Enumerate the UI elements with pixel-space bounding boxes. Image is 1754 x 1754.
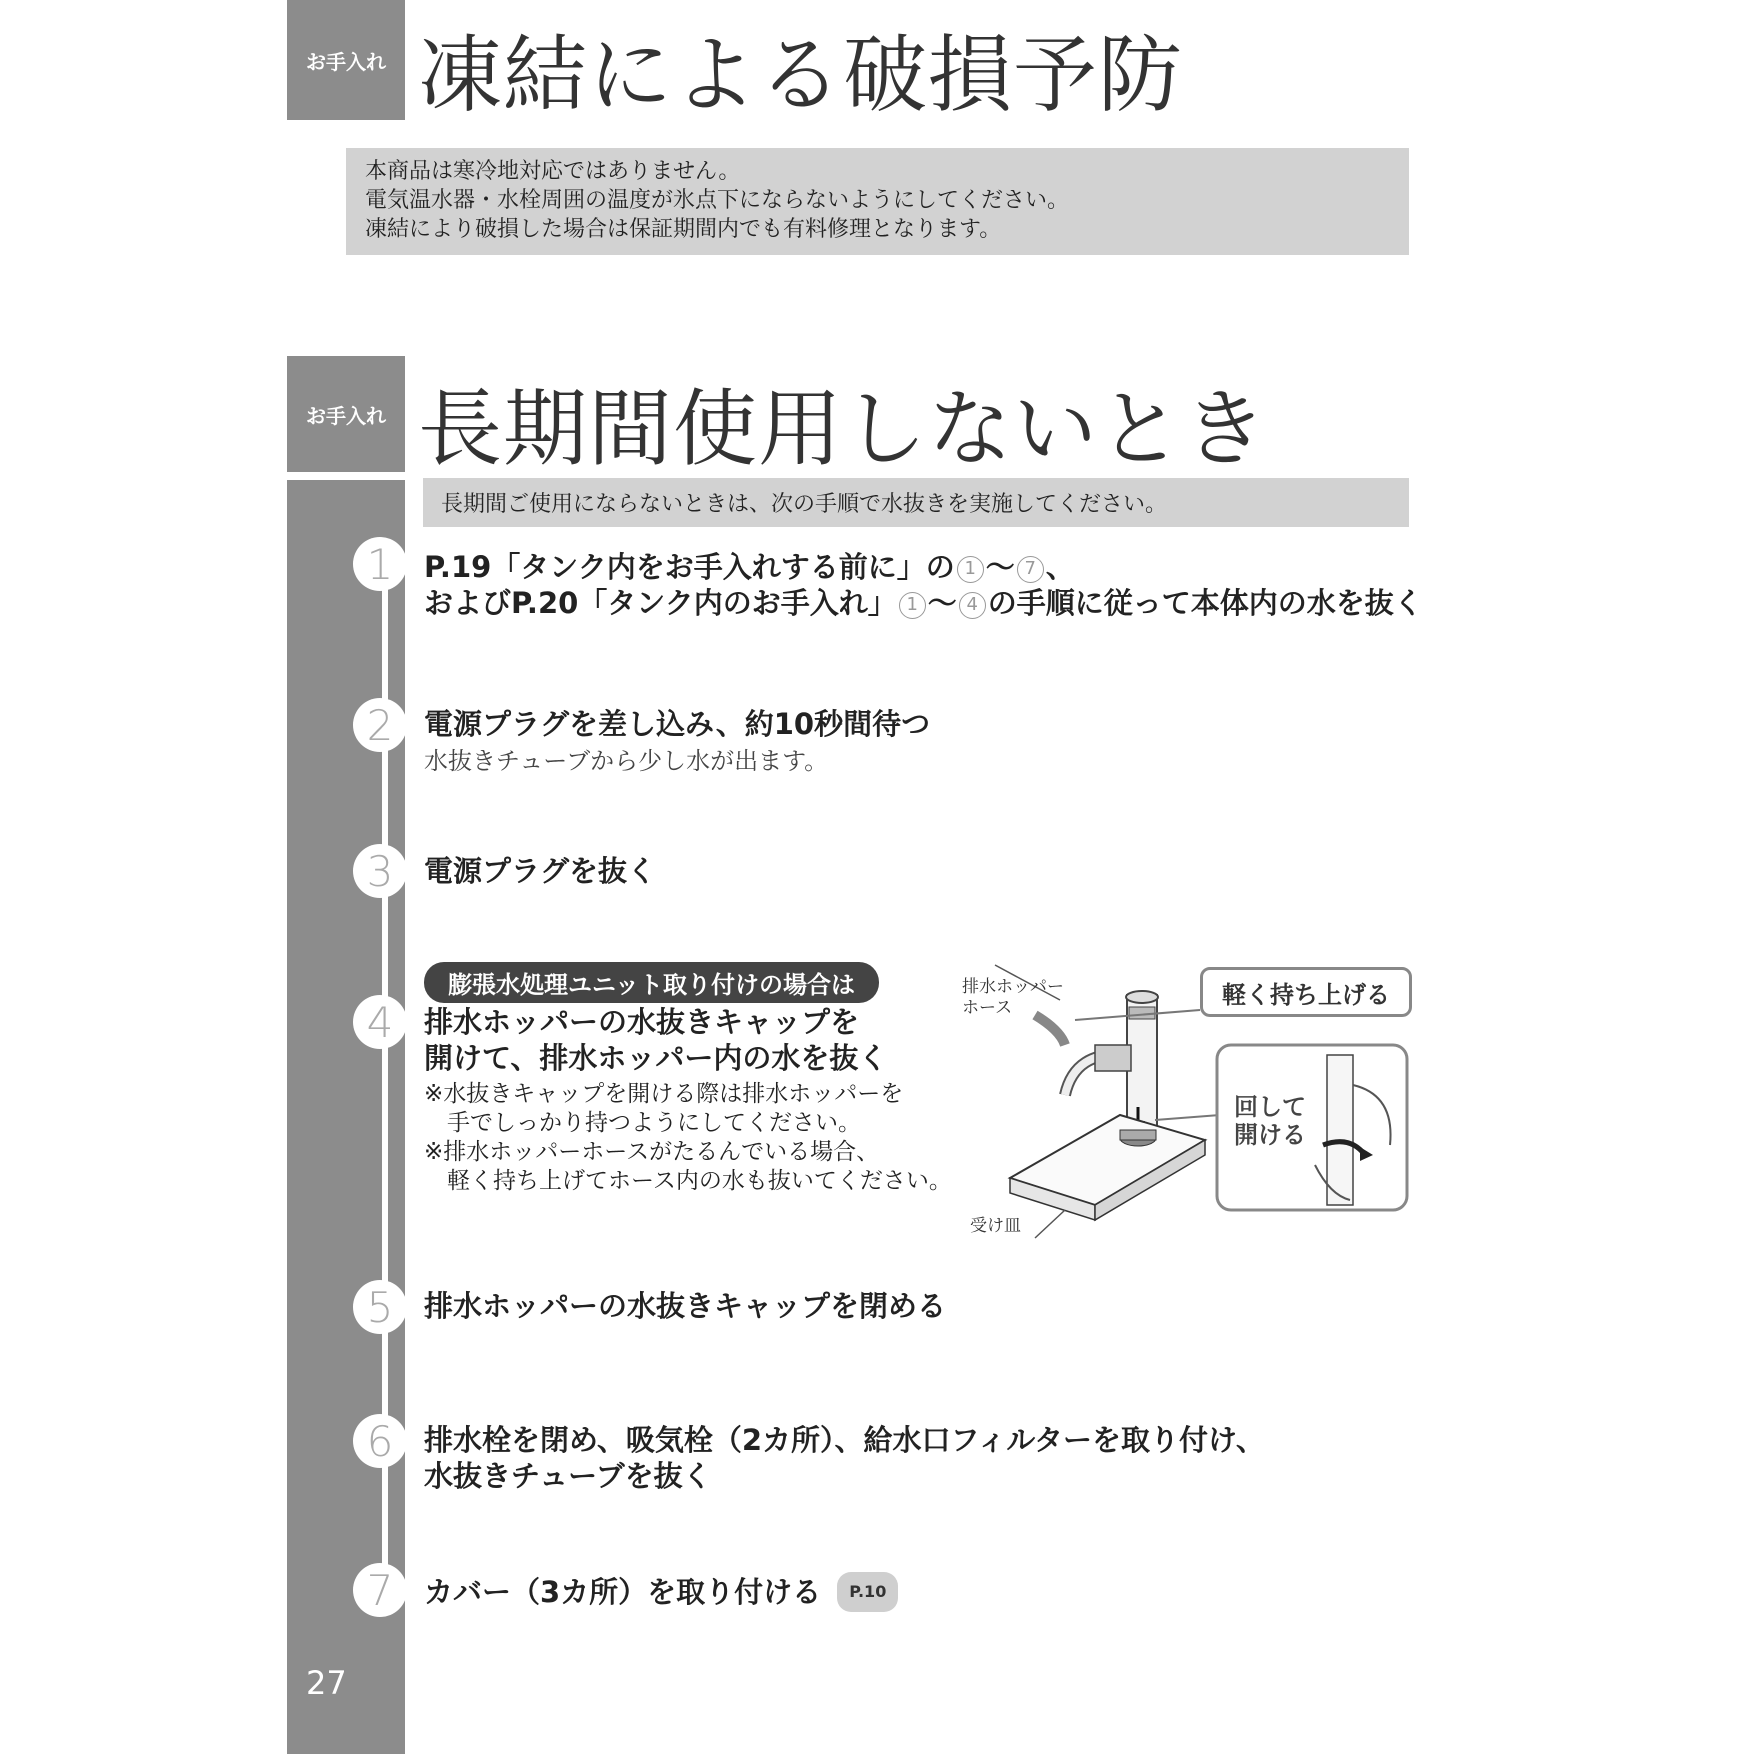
step-1-text bbox=[424, 549, 1423, 621]
hose-label-2: ホース bbox=[962, 998, 1013, 1018]
step-2-sub: 水抜きチューブから少し水が出ます。 bbox=[424, 747, 829, 775]
page-number: 27 bbox=[306, 1664, 347, 1702]
step-6-line-1: 排水栓を閉め、吸気栓（2カ所）、給水口フィルターを取り付け、 bbox=[424, 1423, 1265, 1457]
step-7-page-ref[interactable]: P.10 bbox=[837, 1572, 898, 1612]
hose-label-1: 排水ホッパー bbox=[962, 977, 1064, 997]
step-4-text bbox=[424, 1004, 887, 1076]
lift-label: 軽く持ち上げる bbox=[1222, 980, 1390, 1009]
section2-intro-box bbox=[423, 478, 1409, 527]
step-7-label: カバー（3カ所）を取り付ける bbox=[424, 1575, 822, 1609]
step-4-note-4: 軽く持ち上げてホース内の水も抜いてください。 bbox=[424, 1168, 952, 1194]
step-1-line-2 bbox=[424, 585, 1423, 621]
section1-tag bbox=[287, 0, 405, 120]
step-1-circled-4: 4 bbox=[959, 592, 986, 619]
section2-title: 長期間使用しないとき bbox=[418, 380, 1269, 478]
step-number-5: 5 bbox=[353, 1280, 407, 1334]
step-6-text bbox=[424, 1422, 1265, 1494]
step-number-4: 4 bbox=[353, 995, 407, 1049]
hose-label bbox=[962, 977, 1064, 1019]
step-1-line-2-a: およびP.20「タンク内のお手入れ」 bbox=[424, 586, 897, 620]
section2-intro: 長期間ご使用にならないときは、次の手順で水抜きを実施してください。 bbox=[441, 492, 1168, 517]
section1-note-1: 本商品は寒冷地対応ではありません。 bbox=[365, 159, 741, 184]
step-6-line-2: 水抜きチューブを抜く bbox=[424, 1459, 712, 1493]
section1-note-2: 電気温水器・水栓周囲の温度が氷点下にならないようにしてください。 bbox=[365, 188, 1070, 213]
step-1-line-1-a: P.19「タンク内をお手入れする前に」の bbox=[424, 550, 955, 584]
section1-tag-label: お手入れ bbox=[306, 50, 386, 74]
step-number-7: 7 bbox=[353, 1563, 407, 1617]
step-4-badge: 膨張水処理ユニット取り付けの場合は bbox=[424, 962, 879, 1003]
step-1-tilde-2: 〜 bbox=[927, 586, 957, 620]
lift-callout bbox=[1200, 967, 1412, 1017]
step-number-2: 2 bbox=[353, 698, 407, 752]
turn-label-1: 回して bbox=[1234, 1093, 1306, 1121]
step-1-circled-1b: 1 bbox=[899, 592, 926, 619]
turn-label-2: 開ける bbox=[1234, 1121, 1306, 1149]
step-4-line-1: 排水ホッパーの水抜きキャップを bbox=[424, 1005, 860, 1039]
step-1-line-2-b: の手順に従って本体内の水を抜く bbox=[987, 586, 1423, 620]
step-2-text: 電源プラグを差し込み、約10秒間待つ bbox=[424, 707, 931, 741]
section2-tag bbox=[287, 356, 405, 472]
step-4-note-3: ※排水ホッパーホースがたるんでいる場合、 bbox=[424, 1139, 880, 1165]
step-number-3: 3 bbox=[353, 844, 407, 898]
step-number-1: 1 bbox=[353, 537, 407, 591]
step-4-note-2: 手でしっかり持つようにしてください。 bbox=[424, 1110, 861, 1136]
section1-title: 凍結による破損予防 bbox=[418, 26, 1184, 124]
turn-label bbox=[1234, 1093, 1306, 1149]
section1-note-box bbox=[346, 148, 1409, 255]
step-4-notes bbox=[424, 1080, 952, 1196]
section2-tag-label: お手入れ bbox=[306, 404, 386, 428]
step-1-circled-7: 7 bbox=[1017, 556, 1044, 583]
step-4-note-1: ※水抜きキャップを開ける際は排水ホッパーを bbox=[424, 1081, 904, 1107]
step-1-tilde-1: 〜 bbox=[985, 550, 1015, 584]
step-3-text: 電源プラグを抜く bbox=[424, 854, 657, 888]
section1-note-3: 凍結により破損した場合は保証期間内でも有料修理となります。 bbox=[365, 217, 1002, 242]
step-4-line-2: 開けて、排水ホッパー内の水を抜く bbox=[424, 1041, 888, 1075]
step-1-circled-1: 1 bbox=[957, 556, 984, 583]
step-1-line-1 bbox=[424, 549, 1423, 585]
tray-label: 受け皿 bbox=[970, 1216, 1021, 1236]
step-5-text: 排水ホッパーの水抜きキャップを閉める bbox=[424, 1289, 947, 1323]
step-number-6: 6 bbox=[353, 1414, 407, 1468]
step-7-text bbox=[424, 1572, 898, 1612]
step-1-line-1-b: 、 bbox=[1045, 550, 1075, 584]
